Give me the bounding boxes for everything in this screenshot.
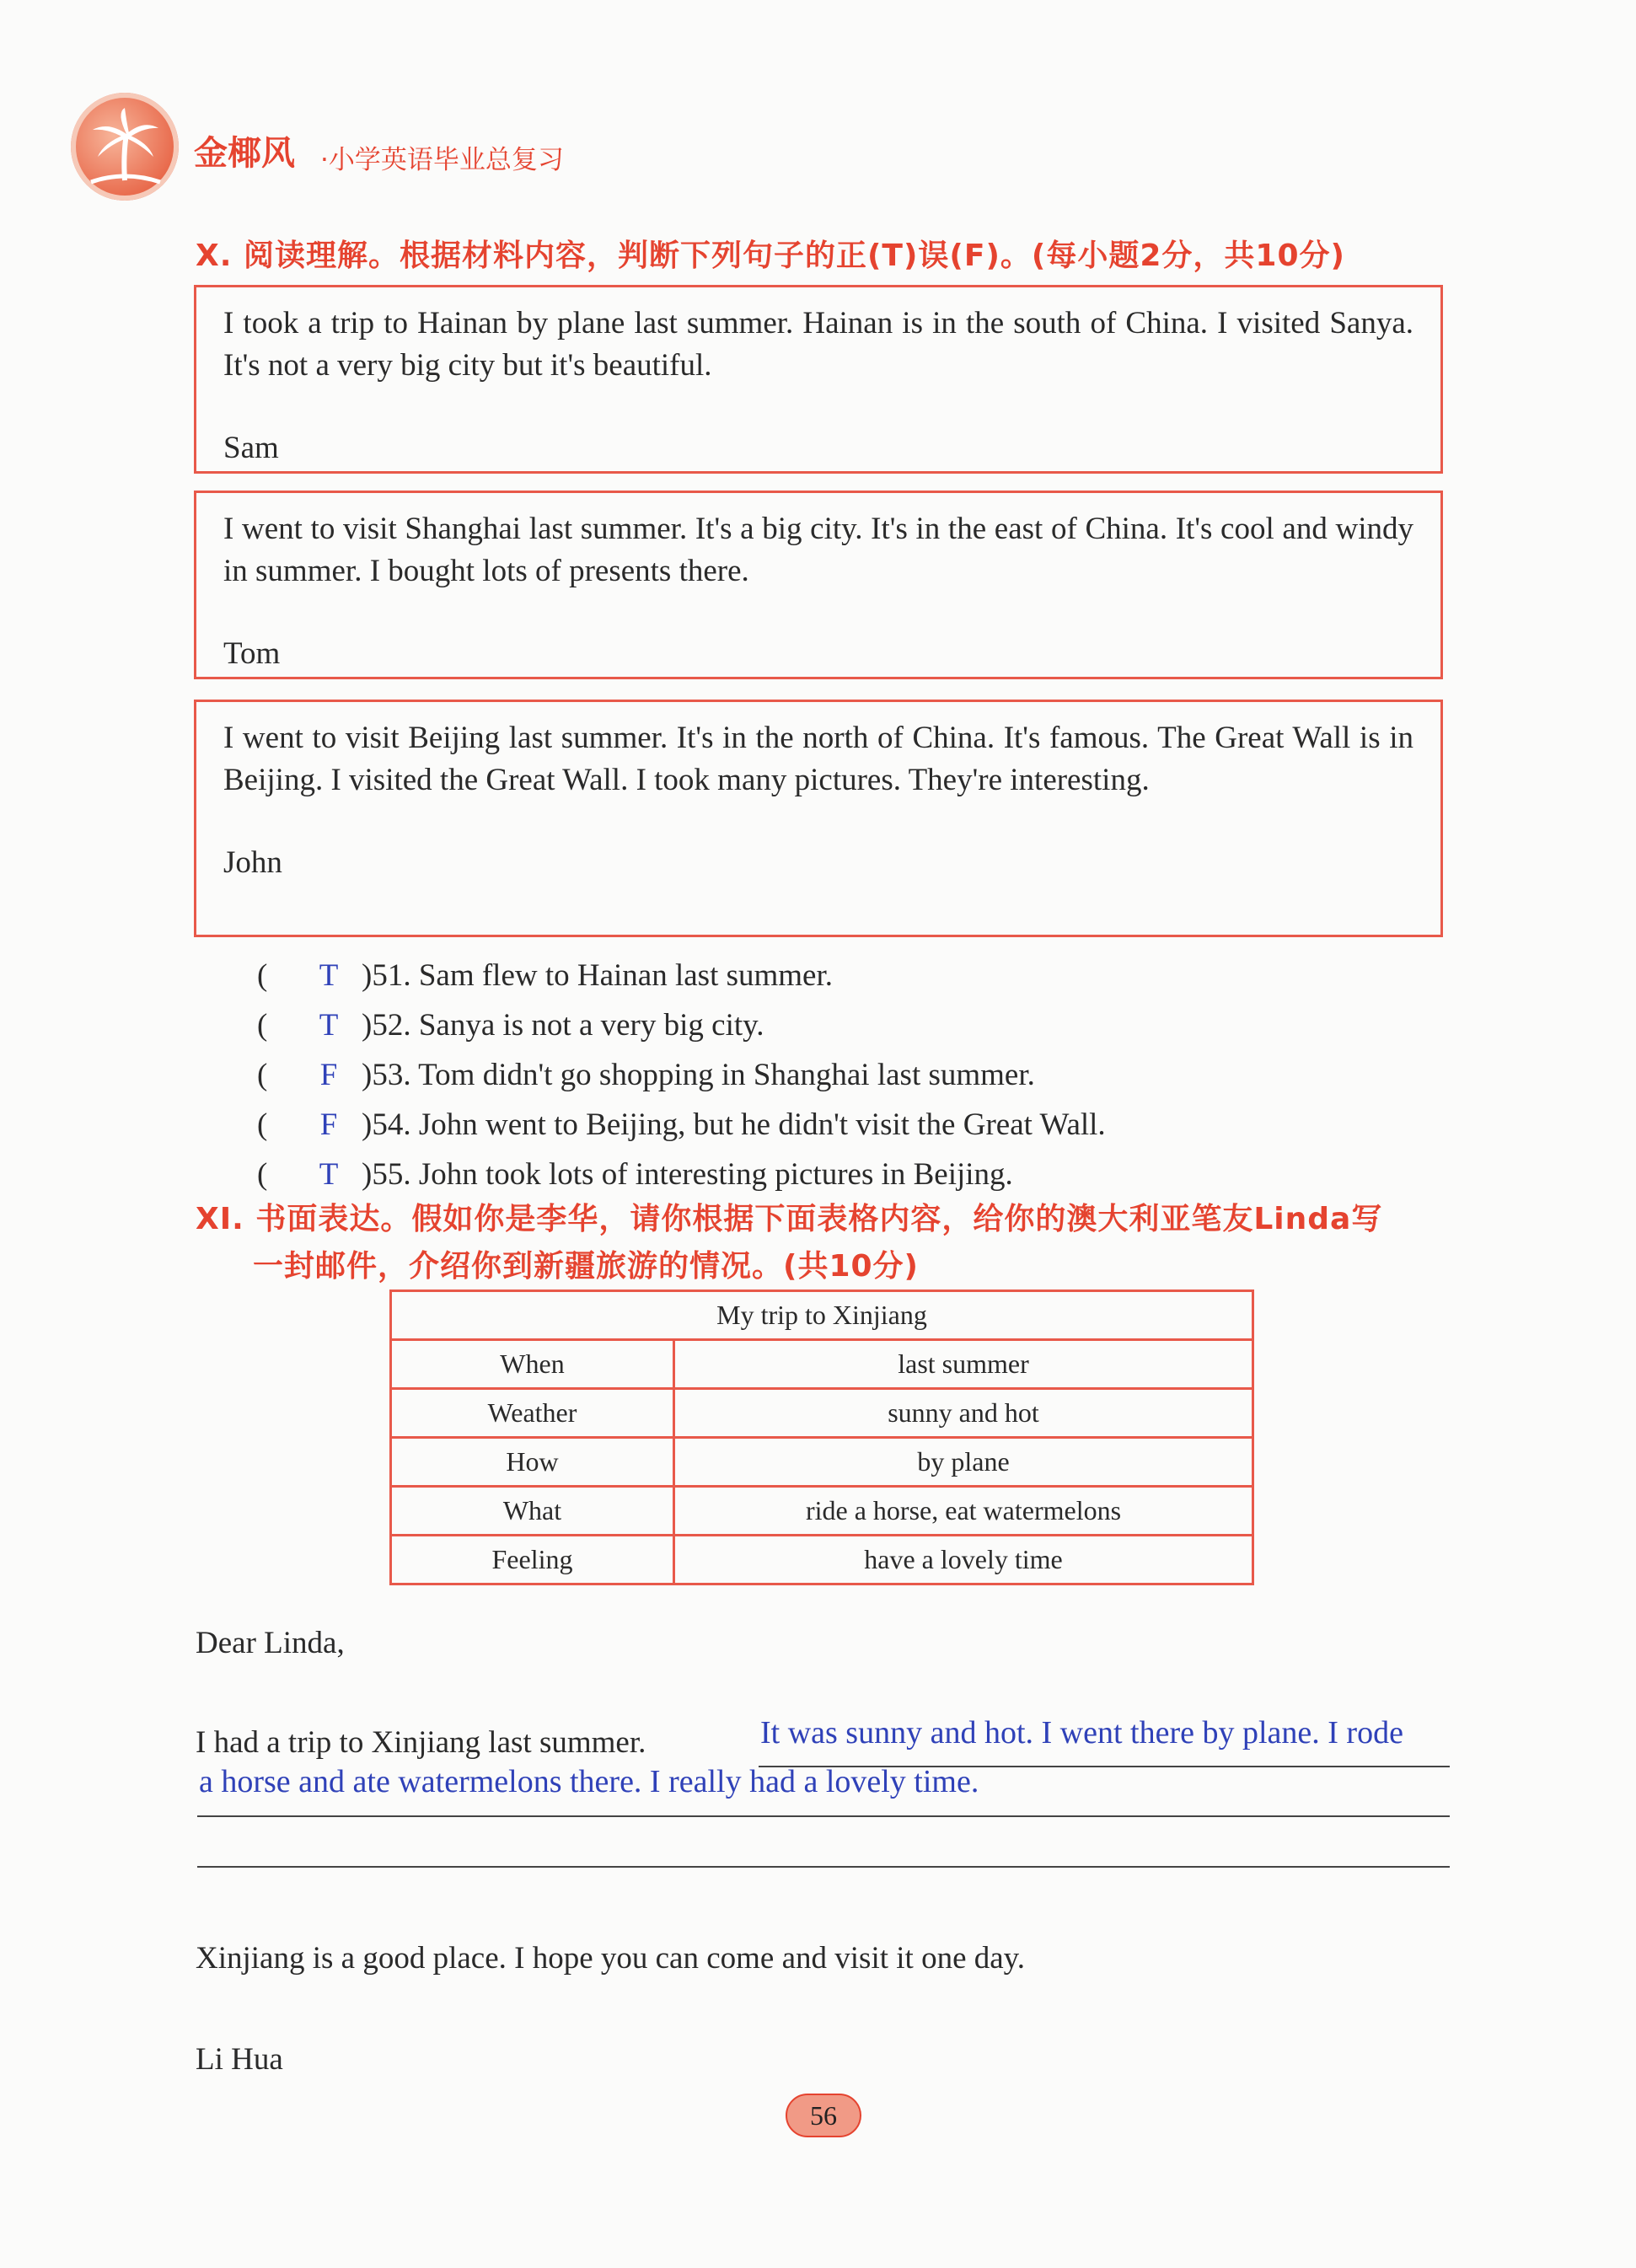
- page-number: 56: [786, 2094, 861, 2137]
- letter-greeting: Dear Linda,: [196, 1626, 345, 1660]
- row-value: ride a horse, eat watermelons: [674, 1487, 1253, 1536]
- table-title: My trip to Xinjiang: [391, 1291, 1253, 1340]
- letter-signature: Li Hua: [196, 2042, 283, 2077]
- question-52: ( T )52. Sanya is not a very big city.: [257, 1008, 764, 1043]
- passage-author: John: [223, 845, 282, 880]
- brand-name: 金椰风: [194, 134, 295, 173]
- section-xi-heading: XI. 书面表达。假如你是李华，请你根据下面表格内容，给你的澳大利亚笔友Linda写: [196, 1202, 1383, 1236]
- writing-line: [197, 1815, 1450, 1817]
- row-value: sunny and hot: [674, 1389, 1253, 1438]
- question-51: ( T )51. Sam flew to Hainan last summer.: [257, 958, 834, 993]
- row-value: last summer: [674, 1340, 1253, 1389]
- passage-text: I went to visit Beijing last summer. It's in the north of China. It's famous. The Great Wall is in Beijing. I visited the Great Wall. I took many pictures. They're interesting.: [223, 721, 1413, 797]
- book-subtitle: ·小学英语毕业总复习: [320, 145, 564, 175]
- section-xi-heading-cont: 一封邮件，介绍你到新疆旅游的情况。(共10分): [253, 1249, 920, 1284]
- answer-mark: T: [319, 1008, 339, 1043]
- handwritten-answer-line2: a horse and ate watermelons there. I really had a lovely time.: [199, 1764, 979, 1799]
- letter-closing: Xinjiang is a good place. I hope you can come and visit it one day.: [196, 1941, 1026, 1976]
- question-text: )51. Sam flew to Hainan last summer.: [362, 958, 834, 993]
- table-row: [391, 1389, 1253, 1438]
- handwritten-answer-line1: It was sunny and hot. I went there by plane. I rode: [760, 1715, 1403, 1751]
- row-label: Feeling: [391, 1536, 674, 1584]
- question-55: ( T )55. John took lots of interesting pictures in Beijing.: [257, 1157, 1013, 1192]
- row-value: have a lovely time: [674, 1536, 1253, 1584]
- letter-opening: I had a trip to Xinjiang last summer.: [196, 1725, 646, 1760]
- question-53: ( F )53. Tom didn't go shopping in Shanghai last summer.: [257, 1058, 1035, 1092]
- passage-author: Sam: [223, 431, 279, 465]
- row-label: How: [391, 1438, 674, 1487]
- writing-line: [197, 1866, 1450, 1868]
- answer-mark: T: [319, 1157, 339, 1192]
- question-text: )54. John went to Beijing, but he didn't visit the Great Wall.: [362, 1107, 1106, 1142]
- table-row: [391, 1340, 1253, 1389]
- row-label: What: [391, 1487, 674, 1536]
- answer-mark: F: [319, 1058, 338, 1092]
- answer-mark: T: [319, 958, 339, 993]
- section-x-heading: X. 阅读理解。根据材料内容，判断下列句子的正(T)误(F)。(每小题2分，共10分): [196, 239, 1345, 273]
- brand-logo: [71, 93, 179, 201]
- passage-text: I took a trip to Hainan by plane last summer. Hainan is in the south of China. I visited Sanya. It's not a very big city but it's beautiful.: [223, 306, 1413, 383]
- palm-tree-icon: [83, 105, 167, 189]
- passage-john: [194, 700, 1443, 937]
- question-text: )52. Sanya is not a very big city.: [362, 1008, 764, 1043]
- passage-tom: [194, 491, 1443, 679]
- passage-author: Tom: [223, 636, 281, 671]
- row-label: Weather: [391, 1389, 674, 1438]
- row-label: When: [391, 1340, 674, 1389]
- answer-mark: F: [319, 1107, 338, 1142]
- question-54: ( F )54. John went to Beijing, but he didn't visit the Great Wall.: [257, 1107, 1106, 1142]
- table-row: [391, 1536, 1253, 1584]
- question-text: )53. Tom didn't go shopping in Shanghai last summer.: [362, 1058, 1035, 1092]
- table-row: [391, 1438, 1253, 1487]
- table-title-row: [391, 1291, 1253, 1340]
- passage-sam: [194, 285, 1443, 474]
- row-value: by plane: [674, 1438, 1253, 1487]
- passage-text: I went to visit Shanghai last summer. It's a big city. It's in the east of China. It's cool and windy in summer. I bought lots of presents there.: [223, 512, 1413, 588]
- table-row: [391, 1487, 1253, 1536]
- question-text: )55. John took lots of interesting pictures in Beijing.: [362, 1157, 1013, 1192]
- trip-table: [389, 1289, 1254, 1585]
